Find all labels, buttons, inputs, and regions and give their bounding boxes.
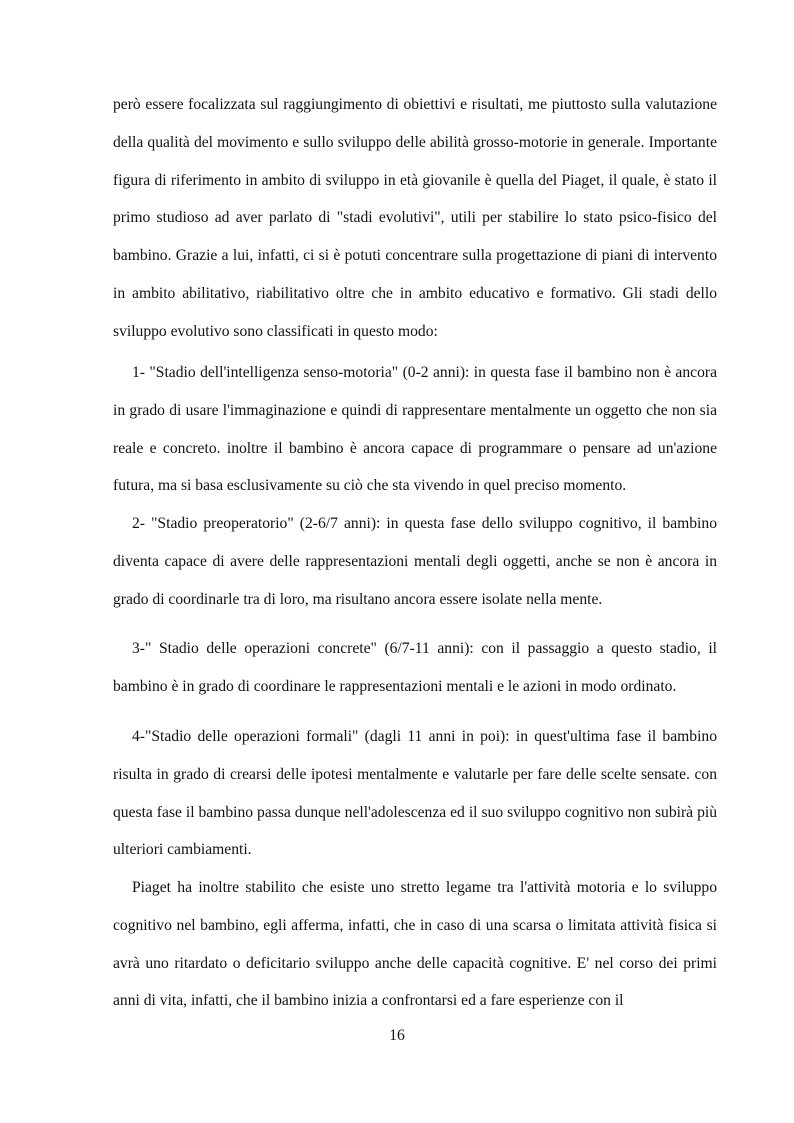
paragraph-stage-1: 1- "Stadio dell'intelligenza senso-motoria" (0-2 anni): in questa fase il bambino non è ancora in grado di usare l'immaginazione e quindi di rappresentare mentalmente un oggetto che non sia reale e concreto. inoltre il bambino è ancora capace di programmare o pensare ad un'azione futura, ma si basa esclusivamente su ciò che sta vivendo in quel preciso momento. — [113, 364, 717, 495]
paragraph-stage-3: 3-" Stadio delle operazioni concrete" (6/7-11 anni): con il passaggio a questo stadio, il bambino è in grado di coordinare le rappresentazioni mentali e le azioni in modo ordinato. — [113, 640, 717, 695]
paragraph-intro: però essere focalizzata sul raggiungimento di obiettivi e risultati, me piuttosto sulla valutazione della qualità del movimento e sullo sviluppo delle abilità grosso-motorie in generale. Importante figura di riferimento in ambito di sviluppo in età giovanile è quella del Piaget, il quale, è stato il primo studioso ad aver parlato di "stadi evolutivi", utili per stabilire lo stato psico-fisico del bambino. Grazie a lui, infatti, ci si è potuti concentrare sulla progettazione di piani di intervento in ambito abilitativo, riabilitativo oltre che in ambito educativo e formativo. Gli stadi dello sviluppo evolutivo sono classificati in questo modo: — [113, 96, 717, 340]
page-number: 16 — [389, 1027, 405, 1044]
paragraph-stage-4: 4-"Stadio delle operazioni formali" (dagli 11 anni in poi): in quest'ultima fase il bambino risulta in grado di crearsi delle ipotesi mentalmente e valutarle per fare delle scelte sensate. con questa fase il bambino passa dunque nell'adolescenza ed il suo sviluppo cognitivo non subirà più ulteriori cambiamenti. — [113, 728, 717, 859]
paragraph-piaget-motor: Piaget ha inoltre stabilito che esiste uno stretto legame tra l'attività motoria e lo sviluppo cognitivo nel bambino, egli afferma, infatti, che in caso di una scarsa o limitata attività fisica si avrà uno ritardato o deficitario sviluppo anche delle capacità cognitive. E' nel corso dei primi anni di vita, infatti, che il bambino inizia a confrontarsi ed a fare esperienze con il — [113, 879, 717, 1010]
paragraph-stage-2: 2- "Stadio preoperatorio" (2-6/7 anni): in questa fase dello sviluppo cognitivo, il bambino diventa capace di avere delle rappresentazioni mentali degli oggetti, anche se non è ancora in grado di coordinarle tra di loro, ma risultano ancora essere isolate nella mente. — [113, 515, 717, 608]
